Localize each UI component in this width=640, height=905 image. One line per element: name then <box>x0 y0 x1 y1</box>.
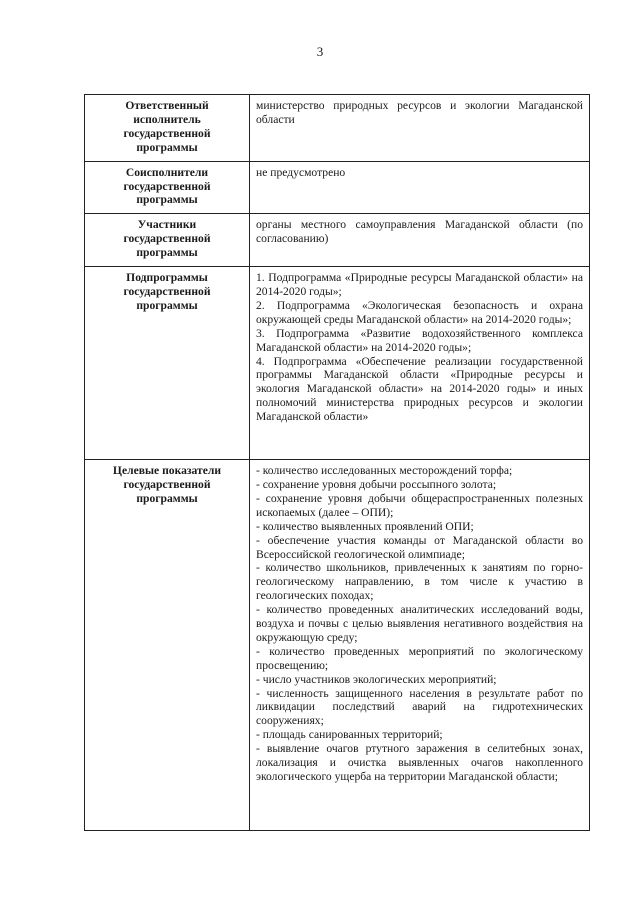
label-line: Участники <box>137 218 197 232</box>
value-text: министерство природных ресурсов и экологии Магаданской области <box>256 99 583 126</box>
label-line: программы <box>136 193 198 207</box>
indicator-item: - сохранение уровня добычи общераспространенных полезных ископаемых (далее – ОПИ); <box>256 491 583 519</box>
label-line: программы <box>136 491 198 505</box>
indicator-item: - количество проведенных мероприятий по экологическому просвещению; <box>256 644 583 672</box>
subprogram-item: 1. Подпрограмма «Природные ресурсы Магаданской области» на 2014-2020 годы»; <box>256 271 583 298</box>
indicator-item: - количество проведенных аналитических исследований воды, воздуха и почвы с целью выявления негативного воздействия на окружающую среду; <box>256 603 583 644</box>
table-row-subprograms <box>85 267 590 460</box>
table-row-target-indicators <box>85 460 590 831</box>
row-value <box>250 214 590 267</box>
label-line: государственной <box>123 477 211 491</box>
indicator-item: - количество выявленных проявлений ОПИ; <box>256 519 474 533</box>
value-text: не предусмотрено <box>256 165 346 179</box>
row-value <box>250 267 590 460</box>
indicator-item: - количество школьников, привлеченных к занятиям по горно-геологическому направлению, в том числе к участию в геологических походах; <box>256 561 583 603</box>
table-row-participants <box>85 214 590 267</box>
value-text: органы местного самоуправления Магаданской области (по согласованию) <box>256 218 583 246</box>
row-label <box>85 460 250 831</box>
subprogram-item: 3. Подпрограмма «Развитие водохозяйственного комплекса Магаданской области» на 2014-2020 годы»; <box>256 326 583 354</box>
indicator-item: - число участников экологических мероприятий; <box>256 672 497 686</box>
row-value <box>250 95 590 162</box>
subprogram-item: 4. Подпрограмма «Обеспечение реализации государственной программы Магаданской области «Природные ресурсы и экология Магаданской области» на 2014-2020 годы» и иных полномочий министерства природных ресурсов и экологии Магаданской области» <box>256 354 583 424</box>
subprogram-item: 2. Подпрограмма «Экологическая безопасность и охрана окружающей среды Магаданской области» на 2014-2020 годы»; <box>256 298 583 326</box>
row-label <box>85 95 250 162</box>
indicator-item: - количество исследованных месторождений торфа; <box>256 464 513 478</box>
indicator-item: - обеспечение участия команды от Магаданской области во Всероссийской геологической олимпиаде; <box>256 533 583 561</box>
program-passport-table <box>84 94 590 831</box>
page-number: 3 <box>316 44 324 59</box>
label-line: Целевые показатели <box>112 464 222 478</box>
label-line: государственной <box>123 126 211 140</box>
indicator-item: - численность защищенного населения в результате работ по ликвидации последствий аварий на гидротехнических сооружениях; <box>256 686 583 728</box>
table-row-co-executors <box>85 161 590 214</box>
indicator-item: - выявление очагов ртутного заражения в селитебных зонах, локализация и очистка выявленных очагов накопленного экологического ущерба на территории Магаданской области; <box>256 742 583 783</box>
label-line: государственной <box>123 284 211 298</box>
label-line: программы <box>136 140 198 154</box>
label-line: Соисполнители <box>125 165 209 179</box>
label-line: программы <box>136 246 198 260</box>
indicator-item: - сохранение уровня добычи россыпного золота; <box>256 477 497 491</box>
label-line: государственной <box>123 179 211 193</box>
row-value <box>250 161 590 214</box>
row-label <box>85 214 250 267</box>
label-line: программы <box>136 298 198 312</box>
row-label <box>85 267 250 460</box>
row-value <box>250 460 590 831</box>
label-line: Подпрограммы <box>126 271 208 285</box>
row-label <box>85 161 250 214</box>
indicator-item: - площадь санированных территорий; <box>256 728 443 742</box>
label-line: государственной <box>123 232 211 246</box>
label-line: Ответственный <box>125 99 209 112</box>
table-row-responsible-executor <box>85 95 590 162</box>
label-line: исполнитель <box>133 112 201 126</box>
